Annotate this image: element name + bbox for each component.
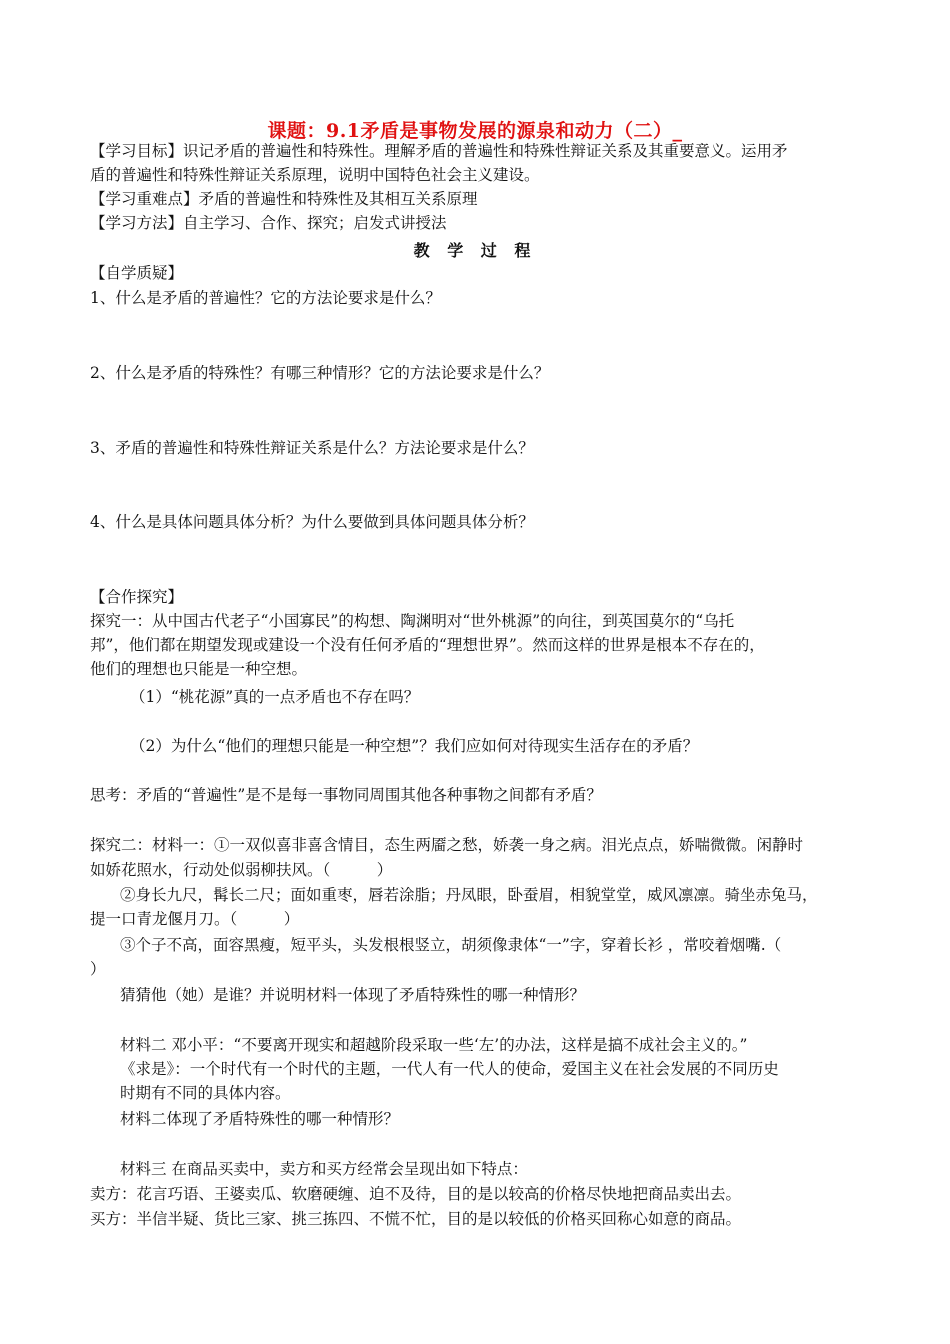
page-title: 课题：9.1矛盾是事物发展的源泉和动力（二）_ bbox=[267, 120, 683, 142]
explore-2-question: 猜猜他（她）是谁？并说明材料一体现了矛盾特殊性的哪一种情形？ bbox=[120, 986, 586, 1004]
material-2-line-1: 材料二 邓小平：“不要离开现实和超越阶段采取一些‘左’的办法，这样是搞不成社会主义的。” bbox=[120, 1036, 748, 1054]
learning-goal-line-2: 盾的普遍性和特殊性辩证关系原理，说明中国特色社会主义建设。 bbox=[90, 166, 540, 184]
explore-2-line-1: 探究二：材料一：①一双似喜非喜含情目，态生两靥之愁，娇袭一身之病。泪光点点，娇喘微微。闲静时 bbox=[90, 836, 804, 854]
material-2-line-2: 《求是》：一个时代有一个时代的主题，一代人有一代人的使命，爱国主义在社会发展的不同历史 bbox=[120, 1060, 779, 1078]
material-3-line-1: 材料三 在商品买卖中，卖方和买方经常会呈现出如下特点： bbox=[120, 1160, 528, 1178]
material-2-line-3: 时期有不同的具体内容。 bbox=[120, 1084, 291, 1102]
process-heading: 教 学 过 程 bbox=[413, 241, 537, 260]
explore-2-line-2: 如娇花照水，行动处似弱柳扶风。（ ） bbox=[90, 861, 393, 879]
cooperative-heading: 【合作探究】 bbox=[90, 588, 184, 606]
question-2: 2、什么是矛盾的特殊性？有哪三种情形？它的方法论要求是什么？ bbox=[90, 364, 550, 382]
self-study-heading: 【自学质疑】 bbox=[90, 264, 184, 282]
question-4: 4、什么是具体问题具体分析？为什么要做到具体问题具体分析？ bbox=[90, 513, 534, 531]
explore-1-line-3: 他们的理想也只能是一种空想。 bbox=[90, 660, 308, 678]
explore-2-line-5: ③个子不高，面容黑瘦，短平头，头发根根竖立，胡须像隶体“一”字，穿着长衫 ，常咬着烟嘴.（ bbox=[120, 936, 782, 954]
explore-2-line-4: 提一口青龙偃月刀。（ ） bbox=[90, 910, 300, 928]
explore-1-question-1: （1）“桃花源”真的一点矛盾也不存在吗？ bbox=[130, 688, 420, 706]
learning-goal-line-1: 【学习目标】识记矛盾的普遍性和特殊性。理解矛盾的普遍性和特殊性辩证关系及其重要意义。运用矛 bbox=[90, 142, 788, 160]
question-1: 1、什么是矛盾的普遍性？它的方法论要求是什么？ bbox=[90, 289, 441, 307]
explore-2-line-3: ②身长九尺，髯长二尺；面如重枣，唇若涂脂；丹凤眼，卧蚕眉，相貌堂堂，威风凛凛。骑坐赤兔马， bbox=[120, 886, 818, 904]
material-3-seller: 卖方：花言巧语、王婆卖瓜、软磨硬缠、迫不及待，目的是以较高的价格尽快地把商品卖出去。 bbox=[90, 1185, 742, 1203]
question-3: 3、矛盾的普遍性和特殊性辩证关系是什么？方法论要求是什么？ bbox=[90, 439, 534, 457]
learning-methods: 【学习方法】自主学习、合作、探究；启发式讲授法 bbox=[90, 214, 447, 232]
think-question: 思考：矛盾的“普遍性”是不是每一事物同周围其他各种事物之间都有矛盾？ bbox=[90, 786, 602, 804]
explore-1-line-2: 邦”，他们都在期望发现或建设一个没有任何矛盾的“理想世界”。然而这样的世界是根本不存在的， bbox=[90, 636, 765, 654]
material-2-question: 材料二体现了矛盾特殊性的哪一种情形？ bbox=[120, 1110, 400, 1128]
key-points: 【学习重难点】矛盾的普遍性和特殊性及其相互关系原理 bbox=[90, 190, 478, 208]
explore-1-line-1: 探究一：从中国古代老子“小国寡民”的构想、陶渊明对“世外桃源”的向往，到英国莫尔的“乌托 bbox=[90, 612, 735, 630]
explore-1-question-2: （2）为什么“他们的理想只能是一种空想”？我们应如何对待现实生活存在的矛盾？ bbox=[130, 737, 699, 755]
material-3-buyer: 买方：半信半疑、货比三家、挑三拣四、不慌不忙，目的是以较低的价格买回称心如意的商品。 bbox=[90, 1210, 742, 1228]
explore-2-line-6: ） bbox=[90, 960, 106, 978]
